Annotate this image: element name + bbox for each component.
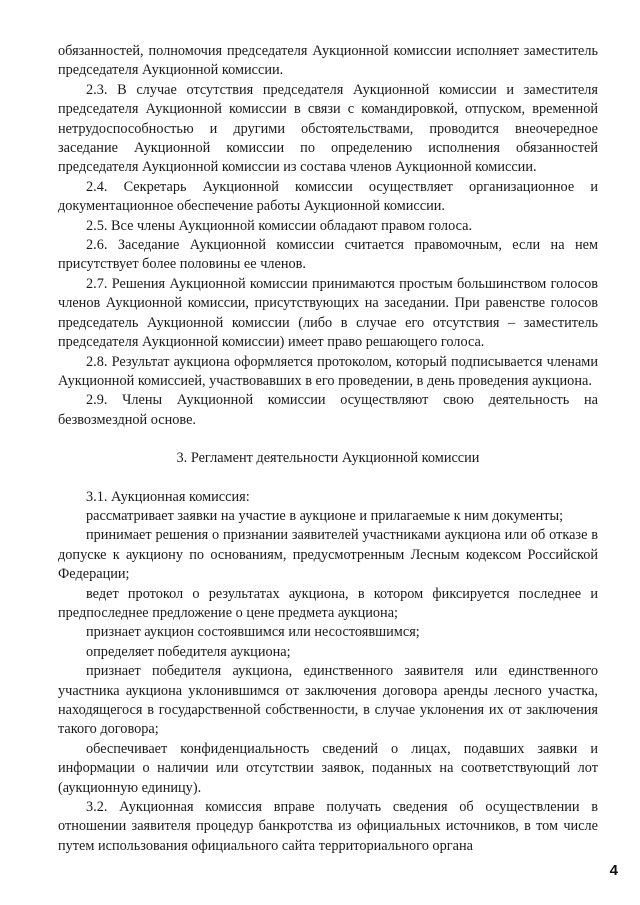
list-item: обеспечивает конфиденциальность сведений о лицах, подавших заявки и информации о наличии или отсутствии заявок, поданных на соответствующий лот (аукционную единицу). (58, 740, 598, 796)
paragraph: 3.2. Аукционная комиссия вправе получать сведения об осуществлении в отношении заявителя процедур банкротства из официальных источников, в том числе путем использования официального сайта территориального органа (58, 799, 598, 854)
list-item: рассматривает заявки на участие в аукционе и прилагаемые к ним документы; (86, 507, 564, 524)
paragraph: 3.1. Аукционная комиссия: (86, 488, 250, 505)
paragraph: 2.5. Все члены Аукционной комиссии обладают правом голоса. (86, 217, 473, 234)
section-heading: 3. Регламент деятельности Аукционной комиссии (176, 450, 480, 467)
paragraph: обязанностей, полномочия председателя Аукционной комиссии исполняет заместитель председателя Аукционной комиссии. (58, 43, 598, 79)
paragraph: 2.7. Решения Аукционной комиссии принимаются простым большинством голосов членов Аукционной комиссии, присутствующих на заседании. При равенстве голосов председатель Аукционной комиссии (либо в случае его отсутствия – заместитель председателя Аукционной комиссии) имеет право решающего голоса. (58, 275, 598, 351)
page-body (58, 42, 598, 856)
list-item: признает аукцион состоявшимся или несостоявшимся; (86, 624, 420, 641)
paragraph: 2.6. Заседание Аукционной комиссии считается правомочным, если на нем присутствует более половины ее членов. (58, 237, 598, 273)
list-item: признает победителя аукциона, единственного заявителя или единственного участника аукциона уклонившимся от заключения договора аренды лесного участка, находящегося в государственной собственности, в случае уклонения их от заключения такого договора; (58, 663, 598, 738)
list-item: ведет протокол о результатах аукциона, в котором фиксируется последнее и предпоследнее предложение о цене предмета аукциона; (58, 585, 598, 621)
paragraph: 2.4. Секретарь Аукционной комиссии осуществляет организационное и документационное обеспечение работы Аукционной комиссии. (58, 178, 598, 215)
paragraph: 2.8. Результат аукциона оформляется протоколом, который подписывается членами Аукционной комиссией, участвовавших в его проведении, в день проведения аукциона. (58, 353, 598, 389)
list-item: принимает решения о признании заявителей участниками аукциона или об отказе в допуске к аукциону по основаниям, предусмотренным Лесным кодексом Российской Федерации; (58, 527, 598, 583)
page-number: 4 (609, 862, 618, 879)
list-item: определяет победителя аукциона; (86, 643, 291, 660)
paragraph: 2.3. В случае отсутствия председателя Аукционной комиссии и заместителя председателя Аукционной комиссии в связи с командировкой, отпуском, временной нетрудоспособностью и другими обстоятельствами, проводится внеочередное заседание Аукционной комиссии по определению исполнения обязанностей председателя Аукционной комиссии из состава членов Аукционной комиссии. (58, 81, 598, 176)
paragraph: 2.9. Члены Аукционной комиссии осуществляют свою деятельность на безвозмездной основе. (58, 392, 598, 428)
